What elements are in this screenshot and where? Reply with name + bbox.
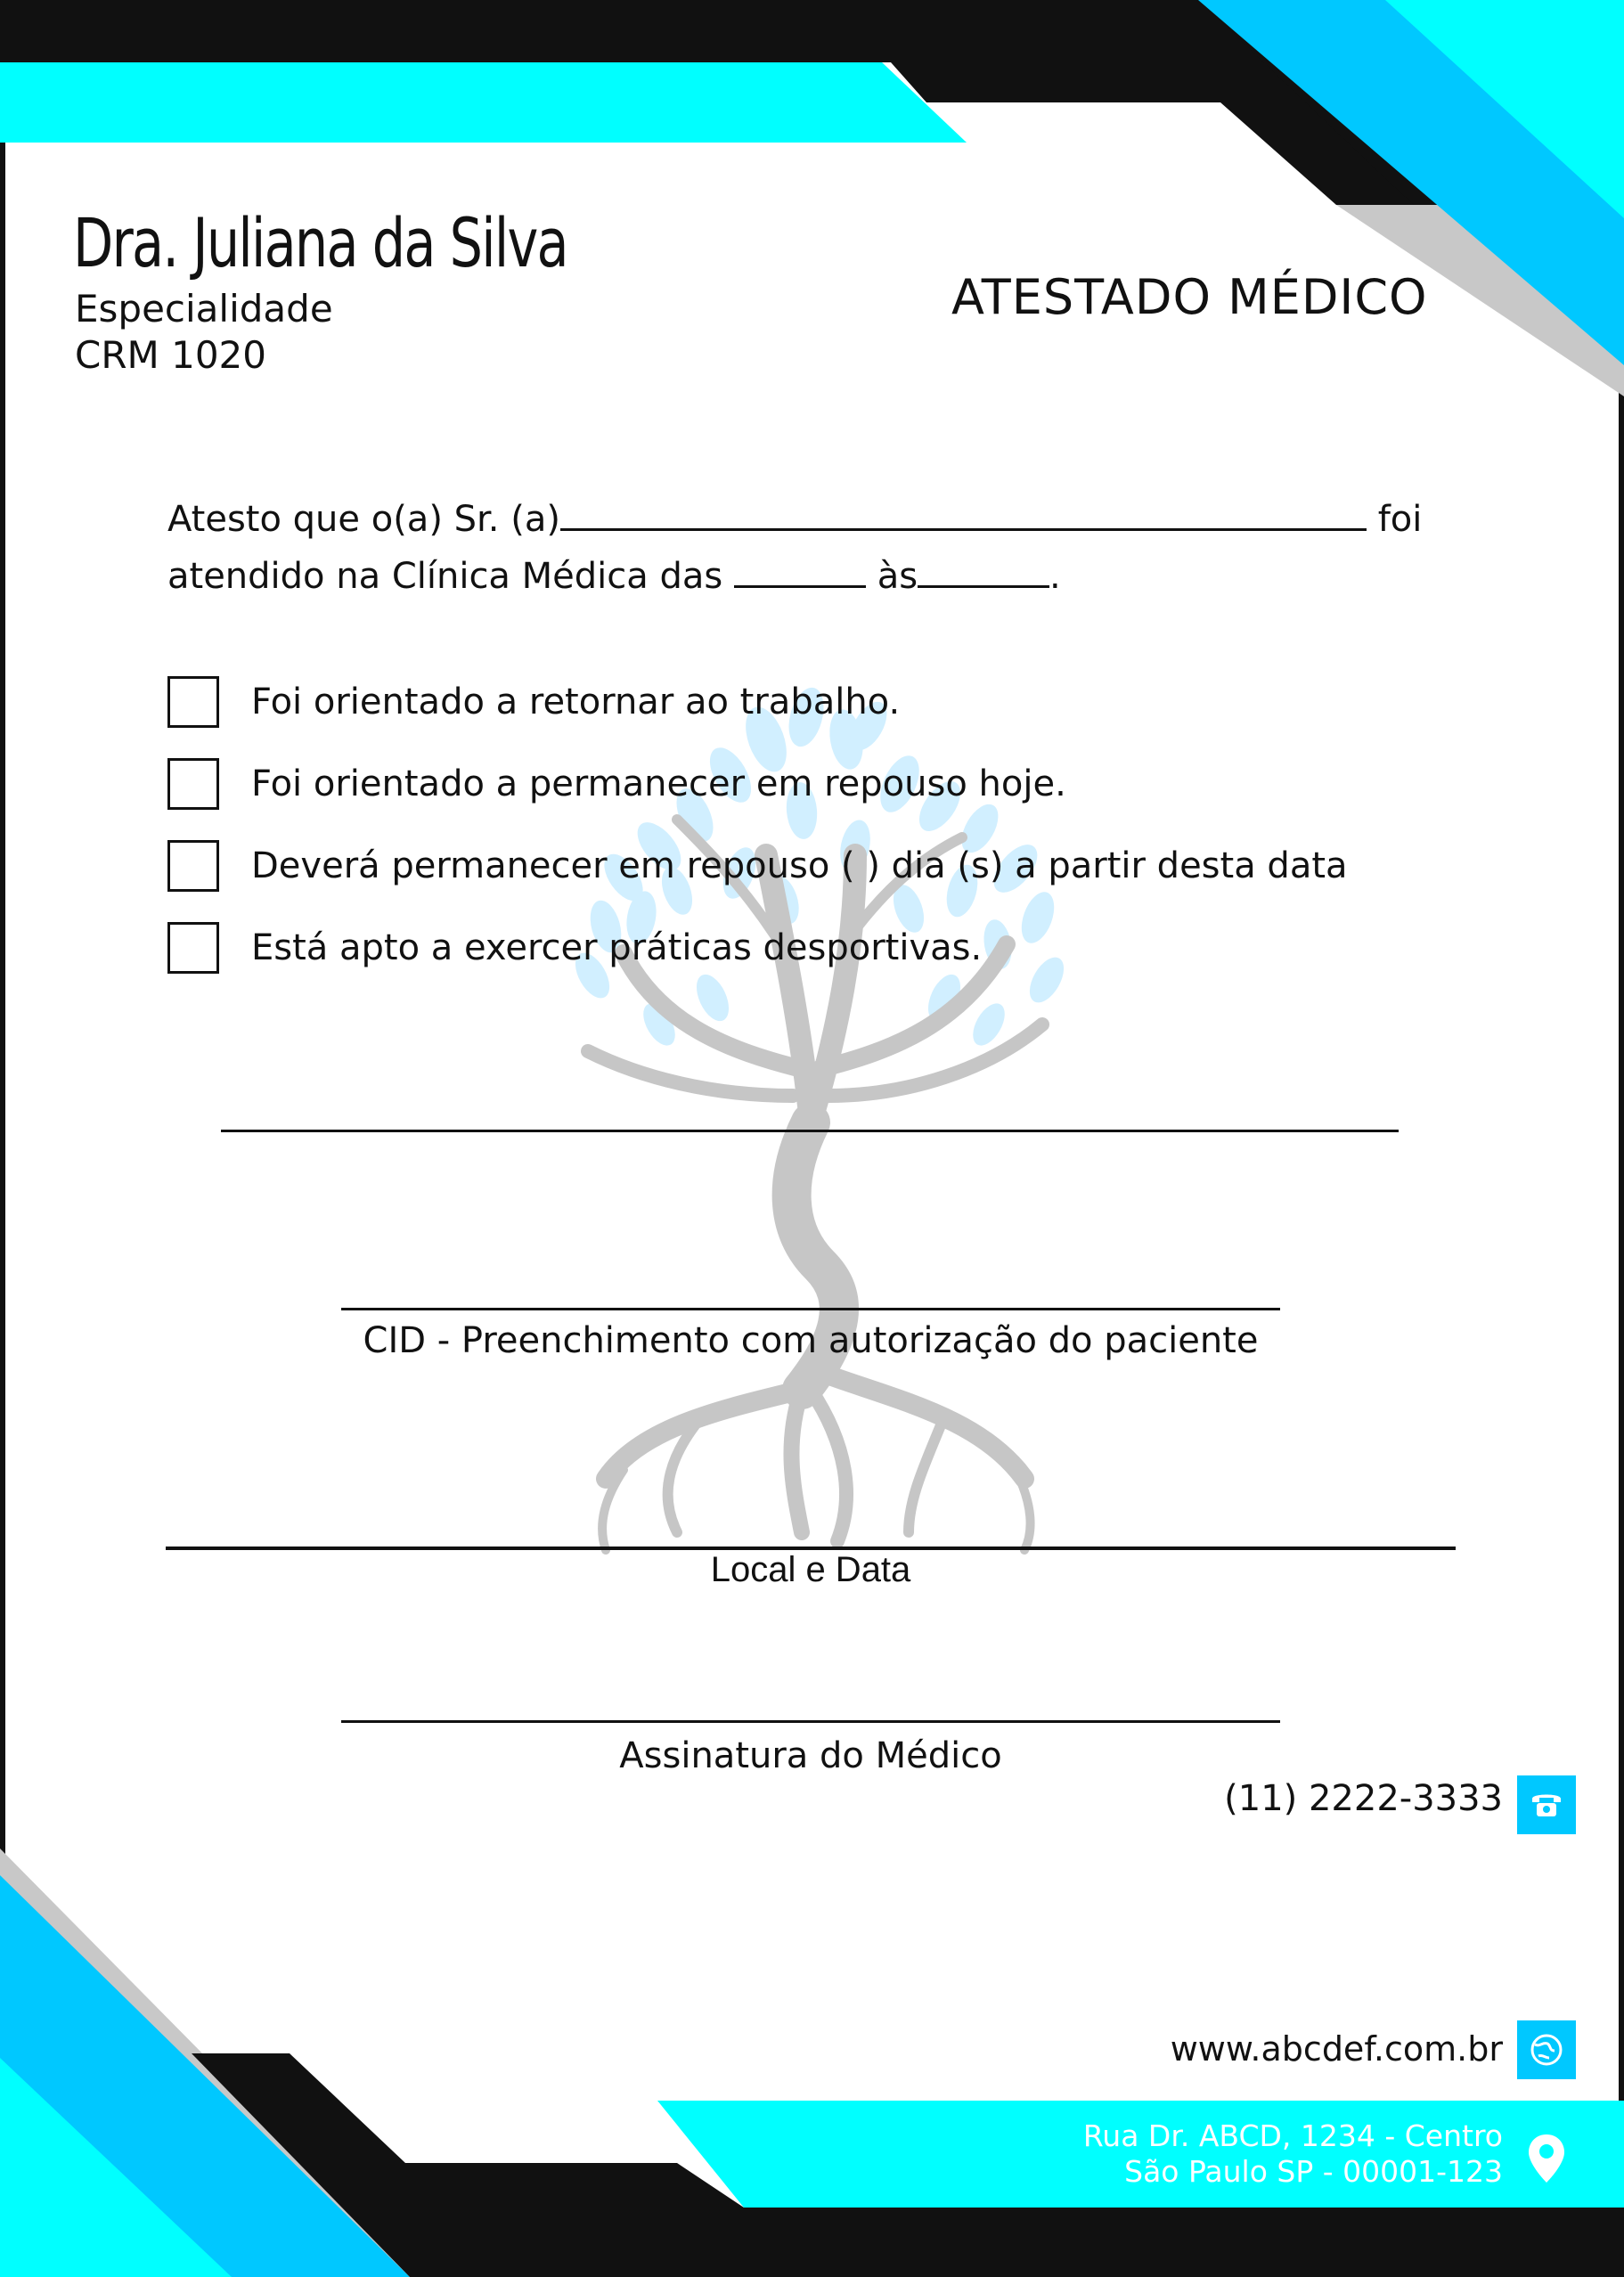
option-row (167, 755, 1066, 812)
option-checkbox-rest-today[interactable] (167, 758, 219, 810)
time-to-blank[interactable] (918, 550, 1049, 588)
phone-number: (11) 2222-3333 (1224, 1778, 1503, 1819)
address-line-1: Rua Dr. ABCD, 1234 - Centro (1082, 2118, 1503, 2153)
patient-name-blank[interactable] (560, 493, 1367, 531)
phone-icon (1517, 1775, 1576, 1834)
statement-text-4: às (877, 556, 918, 597)
option-label: Foi orientado a permanecer em repouso hoje. (251, 763, 1066, 804)
address-line-2: São Paulo SP - 00001-123 (1124, 2154, 1503, 2189)
option-row (167, 919, 982, 976)
doctor-specialty: Especialidade (75, 287, 333, 331)
website-url[interactable]: www.abcdef.com.br (1170, 2029, 1503, 2069)
statement-text-5: . (1049, 556, 1061, 597)
document-title: ATESTADO MÉDICO (951, 269, 1428, 325)
tree-watermark (568, 683, 1071, 1550)
signature-line[interactable] (341, 1720, 1280, 1723)
option-label: Está apto a exercer práticas desportivas. (251, 927, 983, 968)
address-block (1083, 2118, 1503, 2190)
statement-text-1: Atesto que o(a) Sr. (a) (167, 499, 560, 540)
doctor-name: Dra. Juliana da Silva (73, 203, 567, 282)
option-row (167, 673, 900, 730)
option-label: Foi orientado a retornar ao trabalho. (251, 681, 901, 722)
top-cyan-band (0, 62, 967, 143)
free-text-line[interactable] (221, 1130, 1399, 1132)
statement-text-2: foi (1377, 499, 1423, 540)
signature-label: Assinatura do Médico (619, 1735, 1002, 1776)
location-pin-icon (1527, 2133, 1566, 2184)
local-date-label: Local e Data (710, 1550, 911, 1589)
time-from-blank[interactable] (734, 550, 866, 588)
cid-label: CID - Preenchimento com autorização do paciente (363, 1320, 1259, 1361)
doctor-crm: CRM 1020 (75, 333, 266, 377)
statement-text-3: atendido na Clínica Médica das (167, 556, 723, 597)
option-row (167, 837, 1348, 894)
statement-line-2 (167, 550, 1061, 597)
globe-icon (1517, 2020, 1576, 2079)
statement-line-1 (167, 493, 1422, 540)
option-checkbox-sports[interactable] (167, 922, 219, 974)
cid-line[interactable] (341, 1308, 1280, 1310)
option-checkbox-rest-days[interactable] (167, 840, 219, 892)
option-checkbox-return-work[interactable] (167, 676, 219, 728)
option-label: Deverá permanecer em repouso ( ) dia (s) a partir desta data (251, 845, 1348, 886)
